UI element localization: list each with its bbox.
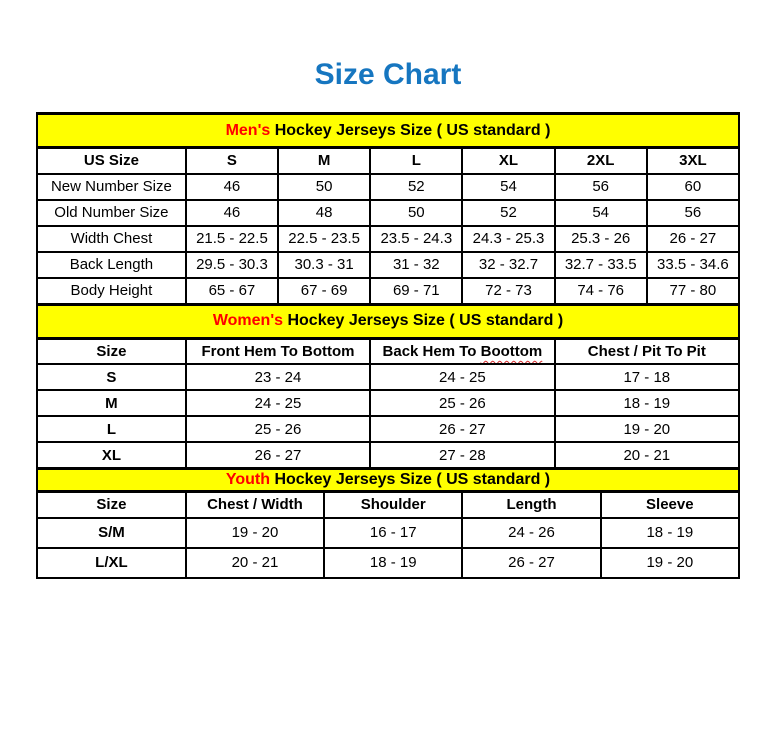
mens-size-cell: 22.5 - 23.5 [278, 226, 370, 252]
mens-size-cell: 48 [278, 200, 370, 226]
youth-table-row [37, 548, 739, 578]
mens-row-label: Width Chest [37, 226, 186, 252]
mens-size-cell: 21.5 - 22.5 [186, 226, 278, 252]
womens-row-label: L [37, 416, 186, 442]
mens-table-row [37, 174, 739, 200]
youth-size-cell: 18 - 19 [324, 548, 462, 578]
womens-size-cell: 18 - 19 [555, 390, 739, 416]
youth-section-title [37, 469, 739, 492]
mens-row-label: Back Length [37, 252, 186, 278]
mens-column-header: S [186, 148, 278, 174]
misspelled-word: Boottom [480, 342, 543, 360]
youth-size-cell: 26 - 27 [462, 548, 600, 578]
mens-size-cell: 46 [186, 200, 278, 226]
youth-size-cell: 18 - 19 [601, 518, 739, 548]
youth-column-header: Sleeve [601, 492, 739, 518]
womens-size-cell: 25 - 26 [186, 416, 370, 442]
mens-size-cell: 24.3 - 25.3 [462, 226, 554, 252]
womens-header-row [37, 338, 739, 364]
youth-size-cell: 16 - 17 [324, 518, 462, 548]
mens-column-header: XL [462, 148, 554, 174]
mens-size-cell: 65 - 67 [186, 278, 278, 304]
womens-size-cell: 17 - 18 [555, 364, 739, 390]
womens-size-cell: 20 - 21 [555, 442, 739, 468]
youth-header-row [37, 492, 739, 518]
mens-column-header: M [278, 148, 370, 174]
womens-table-row [37, 390, 739, 416]
size-chart-tables [36, 112, 740, 579]
mens-size-cell: 72 - 73 [462, 278, 554, 304]
womens-table-row [37, 364, 739, 390]
womens-title-highlight: Women's [212, 312, 284, 329]
mens-size-cell: 23.5 - 24.3 [370, 226, 462, 252]
youth-size-cell: 24 - 26 [462, 518, 600, 548]
mens-size-cell: 29.5 - 30.3 [186, 252, 278, 278]
womens-section-title [37, 304, 739, 338]
mens-column-header: L [370, 148, 462, 174]
mens-size-cell: 31 - 32 [370, 252, 462, 278]
youth-band-row [37, 469, 739, 492]
mens-column-header: 3XL [647, 148, 739, 174]
mens-size-cell: 52 [370, 174, 462, 200]
womens-column-header: Chest / Pit To Pit [555, 338, 739, 364]
youth-size-cell: 20 - 21 [186, 548, 324, 578]
mens-size-cell: 56 [555, 174, 647, 200]
mens-row-label: Old Number Size [37, 200, 186, 226]
womens-column-header: Front Hem To Bottom [186, 338, 370, 364]
youth-row-label: L/XL [37, 548, 186, 578]
womens-table-row [37, 416, 739, 442]
page-title: Size Chart [314, 58, 462, 91]
mens-size-cell: 67 - 69 [278, 278, 370, 304]
mens-size-table [36, 112, 740, 305]
mens-table-row [37, 226, 739, 252]
mens-size-cell: 77 - 80 [647, 278, 739, 304]
mens-section-title [37, 114, 739, 148]
mens-size-cell: 52 [462, 200, 554, 226]
mens-size-cell: 32.7 - 33.5 [555, 252, 647, 278]
mens-size-cell: 33.5 - 34.6 [647, 252, 739, 278]
mens-column-header: US Size [37, 148, 186, 174]
mens-row-label: Body Height [37, 278, 186, 304]
mens-table-row [37, 278, 739, 304]
womens-size-cell: 23 - 24 [186, 364, 370, 390]
mens-size-cell: 56 [647, 200, 739, 226]
mens-size-cell: 60 [647, 174, 739, 200]
womens-size-cell: 25 - 26 [370, 390, 554, 416]
youth-size-cell: 19 - 20 [601, 548, 739, 578]
womens-row-label: S [37, 364, 186, 390]
womens-row-label: XL [37, 442, 186, 468]
mens-size-cell: 69 - 71 [370, 278, 462, 304]
mens-size-cell: 26 - 27 [647, 226, 739, 252]
womens-row-label: M [37, 390, 186, 416]
womens-table-row [37, 442, 739, 468]
mens-row-label: New Number Size [37, 174, 186, 200]
mens-table-row [37, 252, 739, 278]
youth-size-cell: 19 - 20 [186, 518, 324, 548]
column-header-text: Back Hem To [382, 342, 481, 360]
mens-band-row [37, 114, 739, 148]
womens-size-cell: 24 - 25 [186, 390, 370, 416]
mens-header-row [37, 148, 739, 174]
mens-size-cell: 46 [186, 174, 278, 200]
womens-size-cell: 27 - 28 [370, 442, 554, 468]
womens-size-cell: 24 - 25 [370, 364, 554, 390]
womens-size-cell: 19 - 20 [555, 416, 739, 442]
womens-title-text: Hockey Jerseys Size ( US standard ) [283, 312, 564, 329]
youth-title-text: Hockey Jerseys Size ( US standard ) [270, 471, 551, 488]
youth-column-header: Chest / Width [186, 492, 324, 518]
womens-column-header: Size [37, 338, 186, 364]
womens-size-cell: 26 - 27 [370, 416, 554, 442]
womens-size-cell: 26 - 27 [186, 442, 370, 468]
mens-size-cell: 30.3 - 31 [278, 252, 370, 278]
youth-row-label: S/M [37, 518, 186, 548]
mens-size-cell: 54 [555, 200, 647, 226]
mens-title-highlight: Men's [225, 121, 271, 139]
womens-size-table [36, 303, 740, 470]
youth-column-header: Size [37, 492, 186, 518]
mens-size-cell: 32 - 32.7 [462, 252, 554, 278]
mens-size-cell: 54 [462, 174, 554, 200]
youth-column-header: Shoulder [324, 492, 462, 518]
mens-size-cell: 50 [370, 200, 462, 226]
youth-column-header: Length [462, 492, 600, 518]
womens-band-row [37, 304, 739, 338]
mens-table-row [37, 200, 739, 226]
mens-column-header: 2XL [555, 148, 647, 174]
youth-title-highlight: Youth [225, 471, 270, 488]
mens-size-cell: 50 [278, 174, 370, 200]
mens-title-text: Hockey Jerseys Size ( US standard ) [270, 121, 551, 139]
mens-size-cell: 25.3 - 26 [555, 226, 647, 252]
youth-table-row [37, 518, 739, 548]
mens-size-cell: 74 - 76 [555, 278, 647, 304]
youth-size-table [36, 467, 740, 579]
womens-column-header [370, 338, 554, 364]
